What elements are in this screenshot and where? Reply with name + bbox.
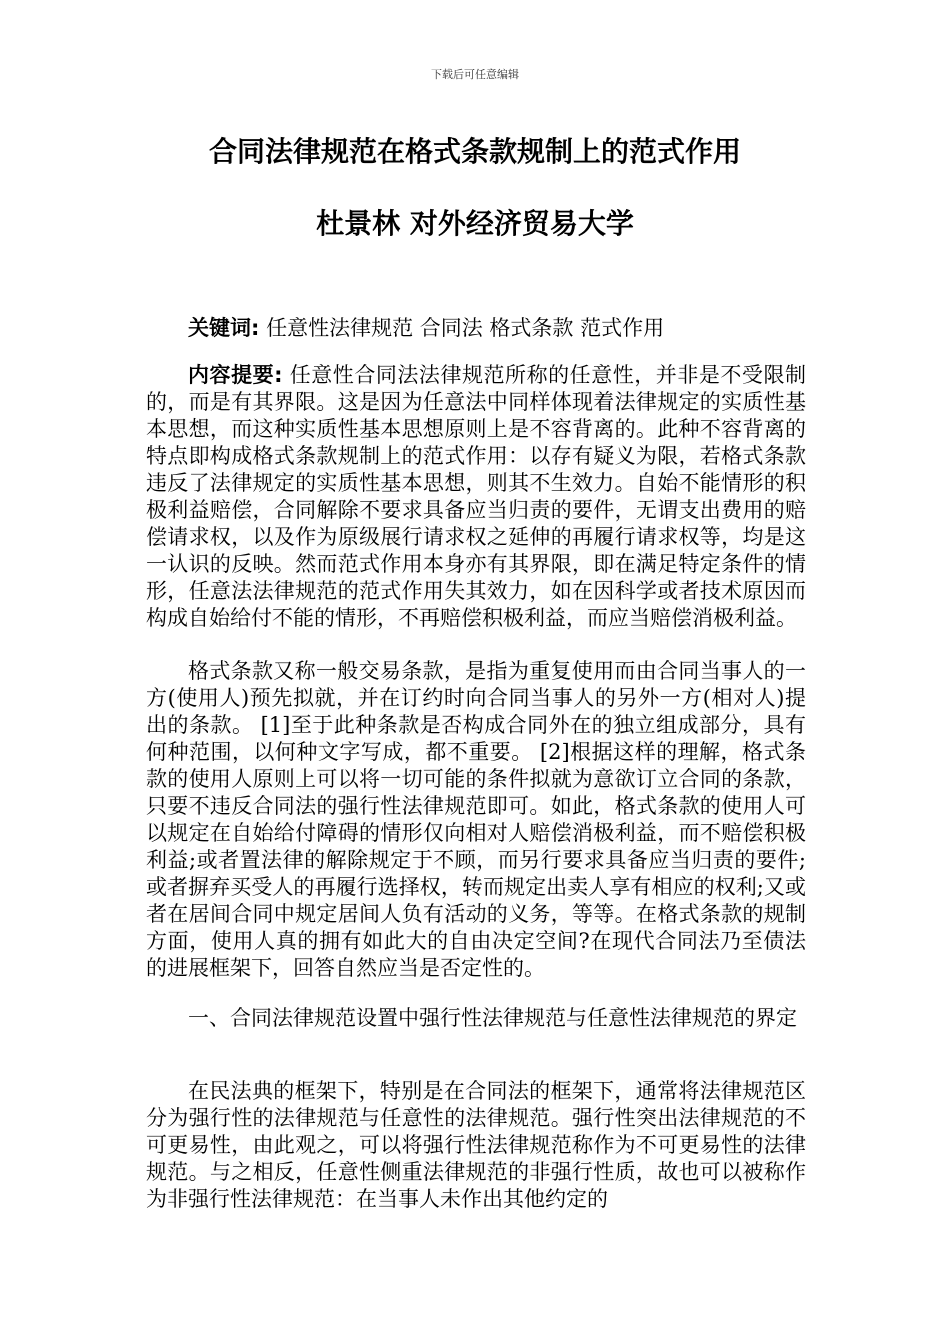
section-heading-1-text: 一、合同法律规范设置中强行性法律规范与任意性法律规范的界定	[188, 1006, 797, 1030]
keywords-paragraph	[146, 315, 806, 342]
keywords-text: 任意性法律规范 合同法 格式条款 范式作用	[259, 316, 665, 340]
author-line: 杜景林 对外经济贸易大学	[316, 207, 634, 240]
body-paragraph-1	[146, 658, 806, 982]
body-paragraph-2	[146, 1078, 806, 1213]
header-note: 下载后可任意编辑	[431, 68, 519, 81]
abstract-text-block	[146, 362, 806, 632]
abstract-text: 任意性合同法法律规范所称的任意性，并非是不受限制的，而是有其界限。这是因为任意法中同样体现着法律规定的实质性基本思想，而这种实质性基本思想原则上是不容背离的。此种不容背离的特点即构成格式条款规制上的范式作用：以存有疑义为限，若格式条款违反了法律规定的实质性基本思想，则其不生效力。自始不能情形的积极利益赔偿，合同解除不要求具备应当归责的要件，无谓支出费用的赔偿请求权，以及作为原级展行请求权之延伸的再履行请求权等，均是这一认识的反映。然而范式作用本身亦有其界限，即在满足特定条件的情形，任意法法律规范的范式作用失其效力，如在因科学或者技术原因而构成自始给付不能的情形，不再赔偿积极利益，而应当赔偿消极利益。	[146, 363, 806, 630]
paragraph-1-text: 格式条款又称一般交易条款，是指为重复使用而由合同当事人的一方(使用人)预先拟就，并在订约时向合同当事人的另外一方(相对人)提出的条款。 [1]至于此种条款是否构成合同外在的独立组成部分，具有何种范围，以何种文字写成，都不重要。 [2]根据这样的理解，格式条款的使用人原则上可以将一切可能的条件拟就为意欲订立合同的条款，只要不违反合同法的强行性法律规范即可。如此，格式条款的使用人可以规定在自始给付障碍的情形仅向相对人赔偿消极利益，而不赔偿积极利益;或者置法律的解除规定于不顾，而另行要求具备应当归责的要件;或者摒弃买受人的再履行选择权，转而规定出卖人享有相应的权利;又或者在居间合同中规定居间人负有活动的义务，等等。在格式条款的规制方面，使用人真的拥有如此大的自由决定空间?在现代合同法乃至债法的进展框架下，回答自然应当是否定性的。	[146, 659, 806, 980]
section-heading-1	[146, 1005, 806, 1032]
abstract-paragraph	[146, 362, 806, 632]
document-title: 合同法律规范在格式条款规制上的范式作用	[208, 135, 741, 168]
keywords-label: 关键词:	[188, 316, 260, 340]
paragraph-2-text: 在民法典的框架下，特别是在合同法的框架下，通常将法律规范区分为强行性的法律规范与任意性的法律规范。强行性突出法律规范的不可更易性，由此观之，可以将强行性法律规范称作为不可更易性的法律规范。与之相反，任意性侧重法律规范的非强行性质，故也可以被称作为非强行性法律规范：在当事人未作出其他约定的	[146, 1079, 806, 1211]
keywords-line	[146, 315, 806, 342]
abstract-label: 内容提要:	[188, 363, 283, 387]
